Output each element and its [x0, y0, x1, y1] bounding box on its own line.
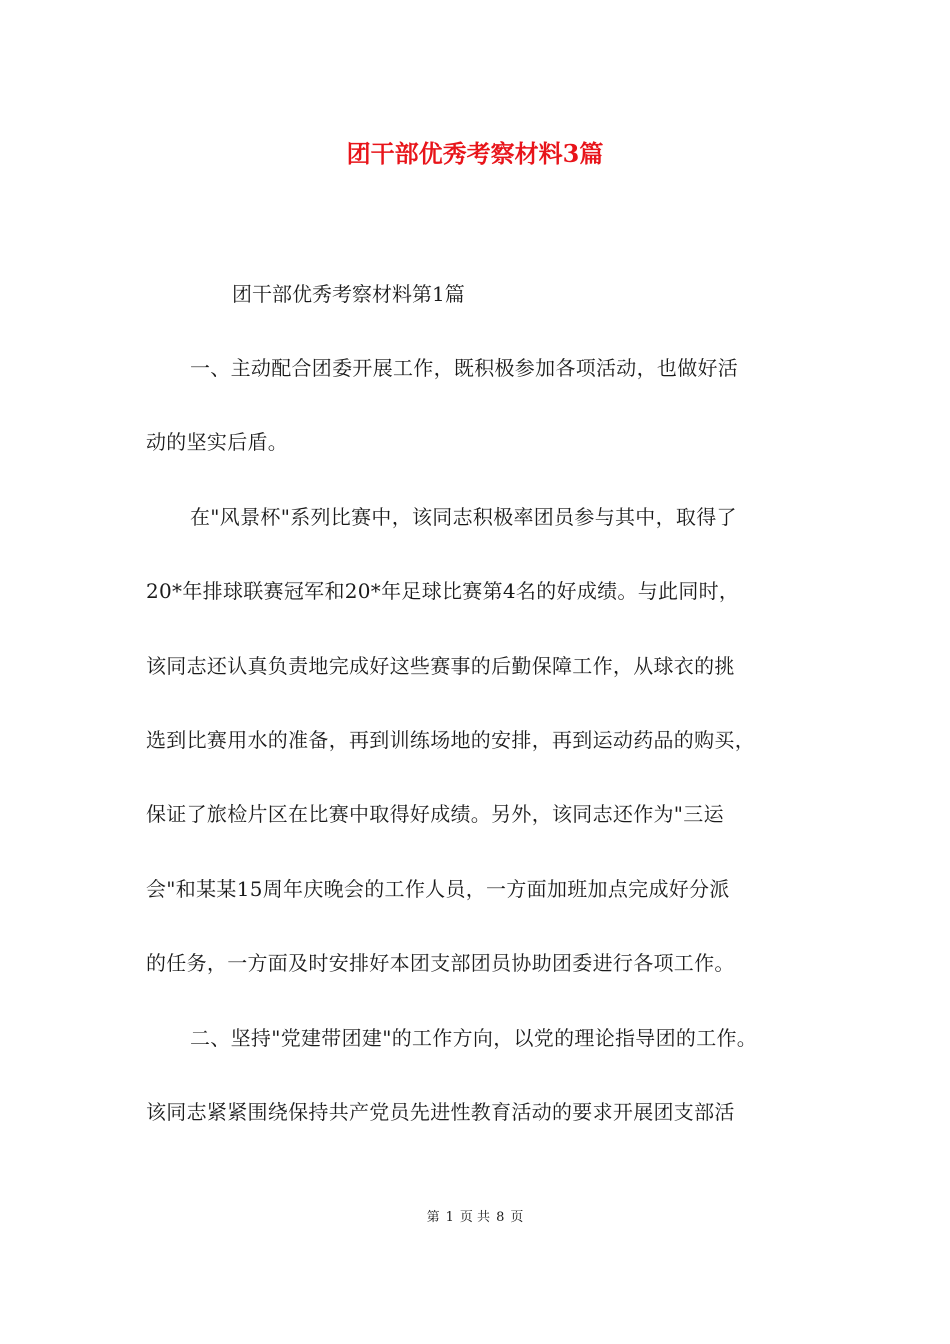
- text-line: 会"和某某15周年庆晚会的工作人员，一方面加班加点完成好分派: [146, 876, 730, 901]
- body-text: [146, 352, 806, 1170]
- page-number: 1: [445, 1210, 454, 1225]
- text-line: 的任务，一方面及时安排好本团支部团员协助团委进行各项工作。: [146, 951, 735, 976]
- text-line: 选到比赛用水的准备，再到训练场地的安排，再到运动药品的购买，: [146, 727, 755, 752]
- text-line: 在"风景杯"系列比赛中，该同志积极率团员参与其中，取得了: [190, 504, 737, 529]
- section-heading: 团干部优秀考察材料第1篇: [232, 282, 465, 306]
- text-line: 一、主动配合团委开展工作，既积极参加各项活动，也做好活: [190, 356, 739, 380]
- footer-mid: 页 共: [459, 1210, 491, 1225]
- footer-suffix: 页: [510, 1210, 524, 1225]
- document-title: 团干部优秀考察材料3篇: [346, 139, 604, 168]
- text-line: 20*年排球联赛冠军和20*年足球比赛第4名的好成绩。与此同时，: [146, 579, 740, 604]
- text-line: 该同志还认真负责地完成好这些赛事的后勤保障工作，从球衣的挑: [146, 653, 735, 678]
- text-line: 二、坚持"党建带团建"的工作方向，以党的理论指导团的工作。: [190, 1025, 758, 1050]
- text-line: 该同志紧紧围绕保持共产党员先进性教育活动的要求开展团支部活: [146, 1099, 735, 1124]
- total-pages: 8: [496, 1210, 505, 1225]
- text-line: 动的坚实后盾。: [146, 430, 289, 455]
- text-line: 保证了旅检片区在比赛中取得好成绩。另外，该同志还作为"三运: [146, 802, 724, 827]
- footer-prefix: 第: [426, 1210, 440, 1225]
- page-footer: [0, 1208, 950, 1228]
